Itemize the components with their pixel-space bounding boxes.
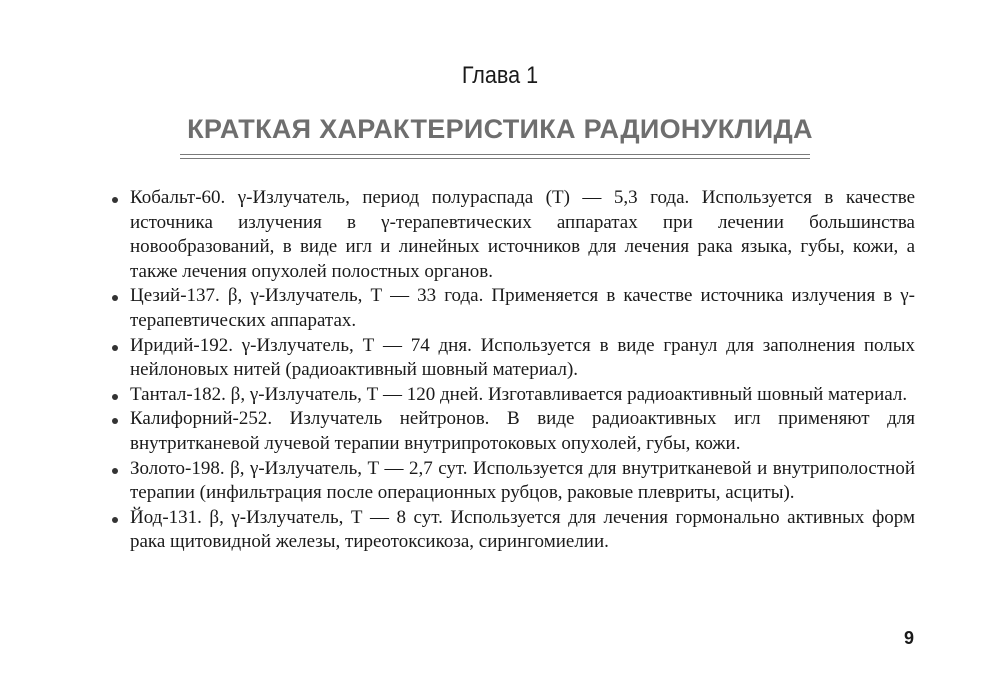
list-item-text: Иридий-192. γ-Излучатель, Т — 74 дня. Используется в виде гранул для заполнения полых нейлоновых нитей (радиоактивный шовный материал). [130, 334, 915, 381]
page-number: 9 [903, 628, 914, 648]
list-item [110, 457, 915, 506]
bullet-icon [112, 468, 118, 474]
bullet-icon [112, 394, 118, 400]
bullet-icon [112, 295, 118, 301]
chapter-title: КРАТКАЯ ХАРАКТЕРИСТИКА РАДИОНУКЛИДА [187, 114, 813, 144]
list-item-text: Йод-131. β, γ-Излучатель, Т — 8 сут. Используется для лечения гормонально активных форм рака щитовидной железы, тиреотоксикоза, сирингомиелии. [130, 506, 915, 553]
bullet-icon [112, 345, 118, 351]
list-item [110, 284, 915, 333]
list-item-text: Кобальт-60. γ-Излучатель, период полураспада (Т) — 5,3 года. Используется в качестве источника излучения в γ-терапевтических аппаратах при лечении большинства новообразований, в виде игл и линейных источников для лечения рака языка, губы, кожи, а также лечения опухолей полостных органов. [130, 187, 915, 282]
chapter-label: Глава 1 [461, 62, 539, 89]
list-item-text: Тантал-182. β, γ-Излучатель, Т — 120 дней. Изготавливается радиоактивный шовный материал. [130, 383, 908, 405]
list-item-text: Цезий-137. β, γ-Излучатель, Т — 33 года. Применяется в качестве источника излучения в γ-терапевтических аппаратах. [130, 285, 915, 331]
bullet-icon [112, 517, 118, 523]
list-item-text: Калифорний-252. Излучатель нейтронов. В виде радиоактивных игл применяют для внутритканевой лучевой терапии внутрипротоковых опухолей, губы, кожи. [130, 408, 915, 454]
list-item [110, 334, 915, 383]
bullet-icon [112, 197, 118, 203]
list-item [110, 186, 915, 284]
title-rule-top [180, 154, 810, 155]
list-item [110, 407, 915, 456]
bullet-icon [112, 418, 118, 424]
title-rule-bottom [180, 158, 810, 159]
list-item-text: Золото-198. β, γ-Излучатель, Т — 2,7 сут. Используется для внутритканевой и внутриполостной терапии (инфильтрация после операционных рубцов, раковые плевриты, асциты). [130, 457, 915, 504]
list-item [110, 506, 915, 555]
list-item [110, 383, 915, 408]
radionuclide-list [110, 186, 915, 555]
